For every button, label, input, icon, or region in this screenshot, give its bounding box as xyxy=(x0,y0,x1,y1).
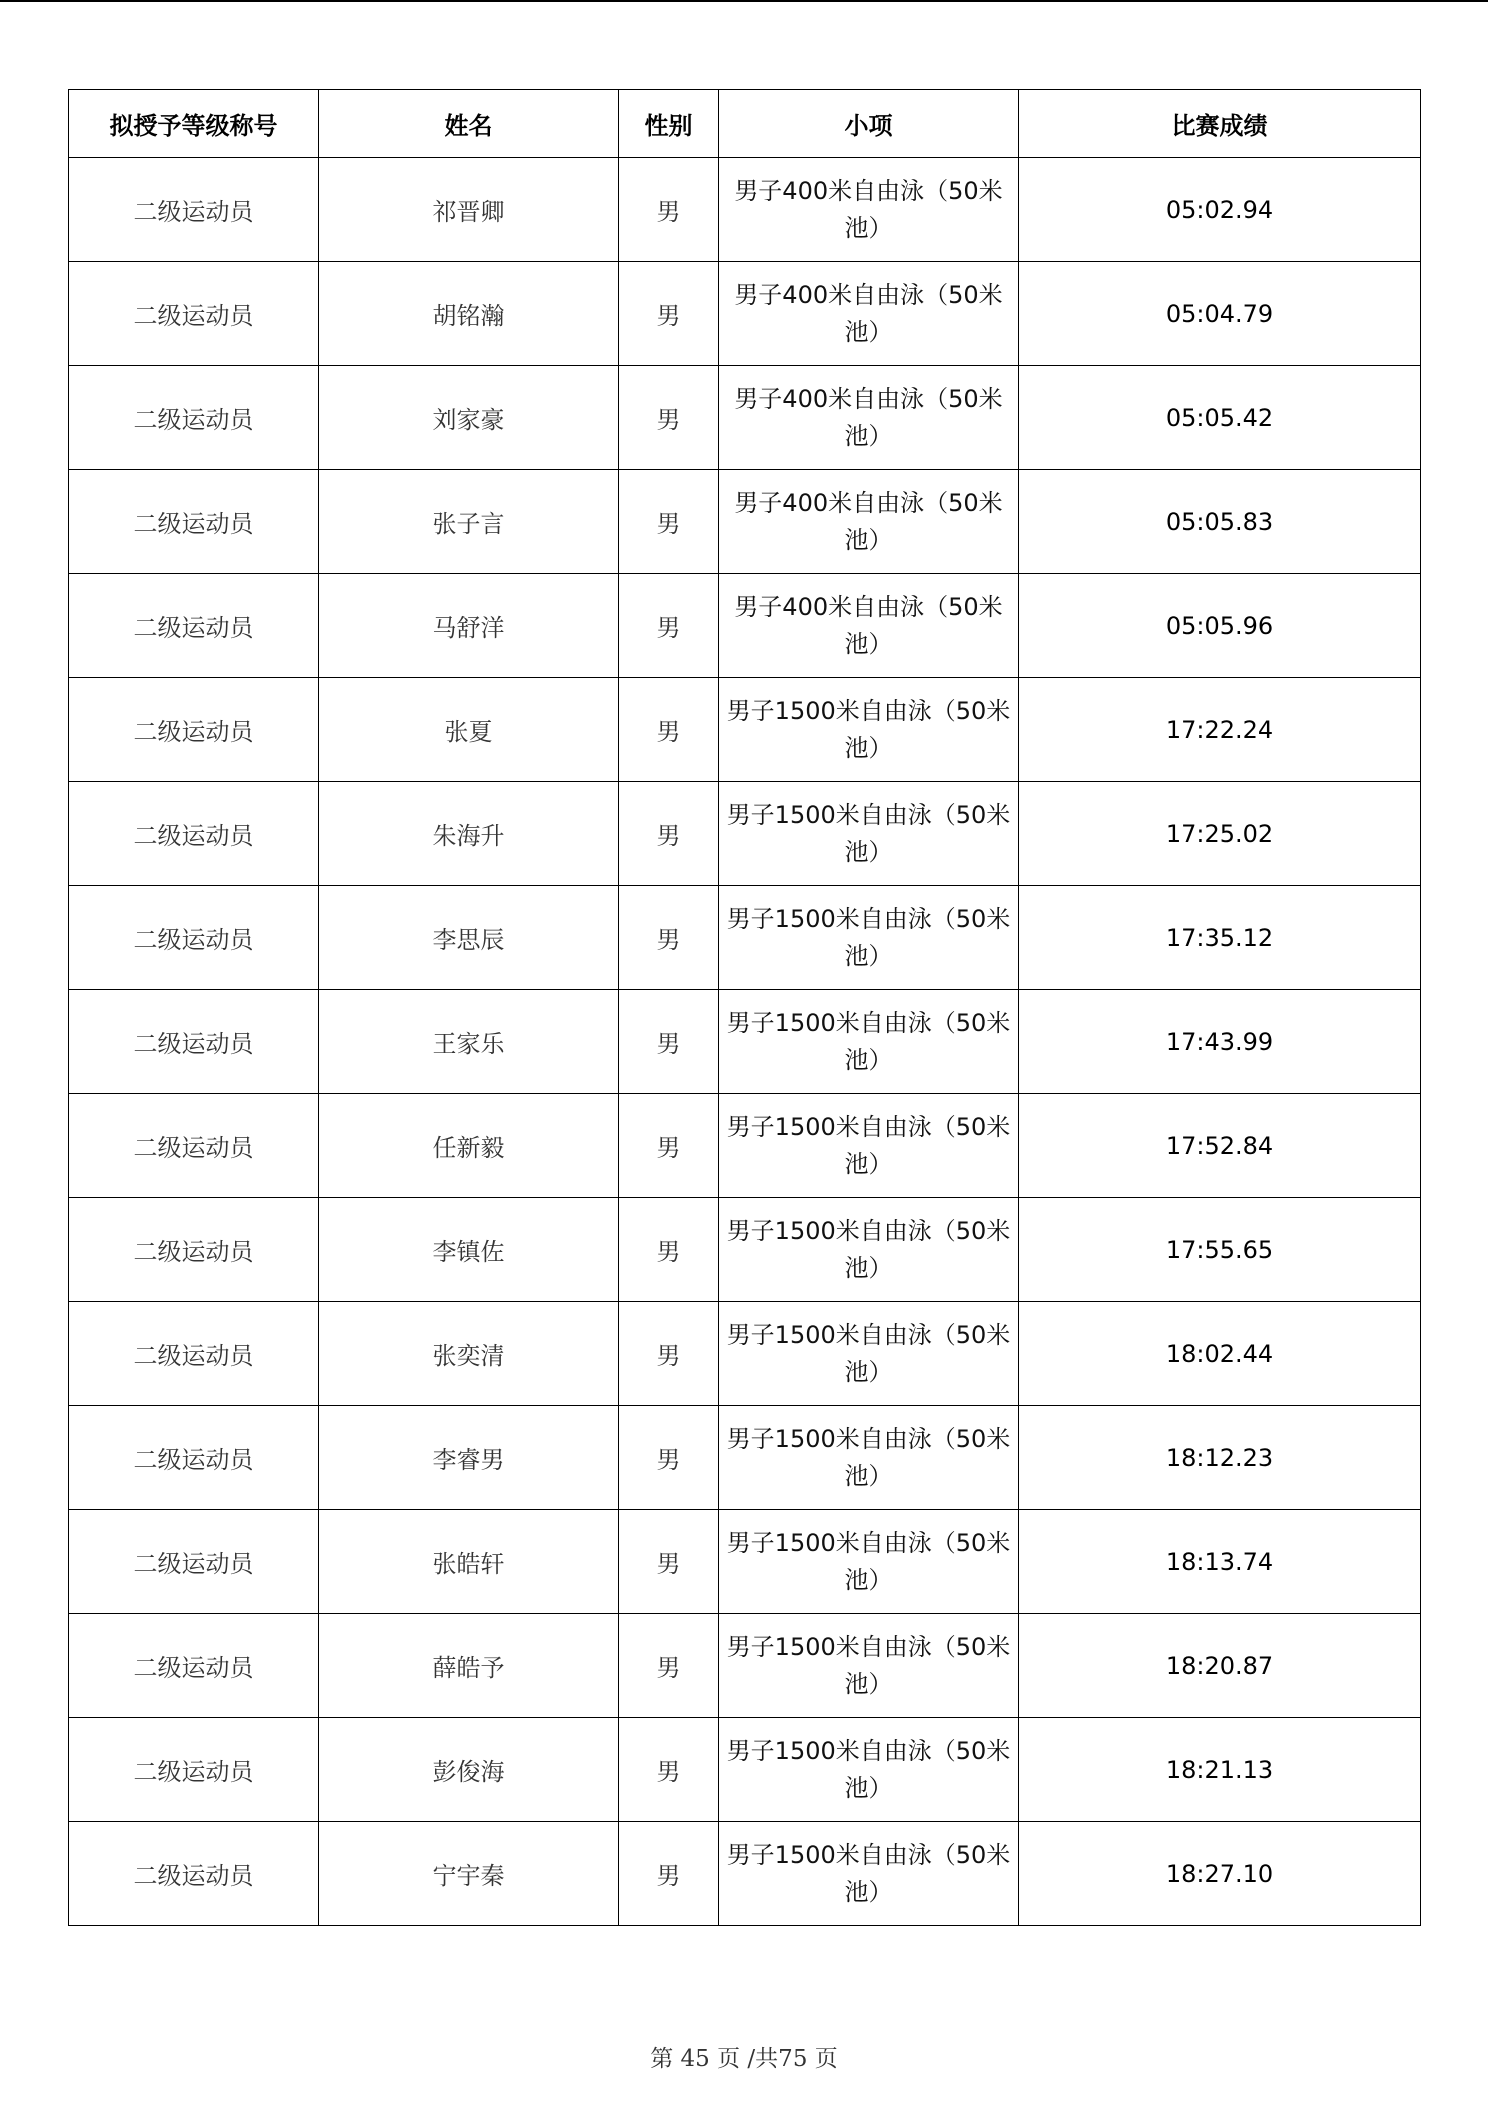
page-number: 第 45 页 /共75 页 xyxy=(650,2046,838,2072)
result-cell: 05:04.79 xyxy=(1019,262,1421,366)
athlete-name-cell: 李思辰 xyxy=(319,886,619,990)
sex-cell: 男 xyxy=(619,990,719,1094)
event-cell: 男子1500米自由泳（50米池） xyxy=(719,1094,1019,1198)
level-cell: 二级运动员 xyxy=(69,470,319,574)
result-cell: 17:35.12 xyxy=(1019,886,1421,990)
table-row xyxy=(69,1614,1421,1718)
header-row xyxy=(69,90,1421,158)
event-cell: 男子1500米自由泳（50米池） xyxy=(719,1822,1019,1926)
sex-cell: 男 xyxy=(619,1302,719,1406)
level-cell: 二级运动员 xyxy=(69,1302,319,1406)
sex-cell: 男 xyxy=(619,782,719,886)
table-row xyxy=(69,1718,1421,1822)
result-cell: 17:22.24 xyxy=(1019,678,1421,782)
sex-cell: 男 xyxy=(619,886,719,990)
athlete-name-cell: 宁宇秦 xyxy=(319,1822,619,1926)
athlete-name-cell: 张子言 xyxy=(319,470,619,574)
table-row xyxy=(69,262,1421,366)
level-cell: 二级运动员 xyxy=(69,1198,319,1302)
event-cell: 男子1500米自由泳（50米池） xyxy=(719,1198,1019,1302)
event-cell: 男子1500米自由泳（50米池） xyxy=(719,990,1019,1094)
event-cell: 男子1500米自由泳（50米池） xyxy=(719,1510,1019,1614)
event-cell: 男子400米自由泳（50米池） xyxy=(719,470,1019,574)
athlete-name-cell: 祁晋卿 xyxy=(319,158,619,262)
level-cell: 二级运动员 xyxy=(69,1718,319,1822)
level-cell: 二级运动员 xyxy=(69,678,319,782)
sex-cell: 男 xyxy=(619,1718,719,1822)
athlete-name-cell: 朱海升 xyxy=(319,782,619,886)
athlete-name-cell: 王家乐 xyxy=(319,990,619,1094)
table-row xyxy=(69,1198,1421,1302)
level-cell: 二级运动员 xyxy=(69,782,319,886)
event-cell: 男子400米自由泳（50米池） xyxy=(719,262,1019,366)
event-cell: 男子1500米自由泳（50米池） xyxy=(719,1302,1019,1406)
result-cell: 18:02.44 xyxy=(1019,1302,1421,1406)
event-cell: 男子1500米自由泳（50米池） xyxy=(719,782,1019,886)
result-cell: 05:02.94 xyxy=(1019,158,1421,262)
result-cell: 17:55.65 xyxy=(1019,1198,1421,1302)
level-cell: 二级运动员 xyxy=(69,886,319,990)
table-row xyxy=(69,1406,1421,1510)
athlete-name-cell: 彭俊海 xyxy=(319,1718,619,1822)
table-row xyxy=(69,1094,1421,1198)
event-cell: 男子400米自由泳（50米池） xyxy=(719,574,1019,678)
result-cell: 18:27.10 xyxy=(1019,1822,1421,1926)
level-cell: 二级运动员 xyxy=(69,990,319,1094)
athlete-name-cell: 李睿男 xyxy=(319,1406,619,1510)
result-cell: 18:12.23 xyxy=(1019,1406,1421,1510)
athlete-name-cell: 李镇佐 xyxy=(319,1198,619,1302)
sex-cell: 男 xyxy=(619,1822,719,1926)
result-cell: 05:05.83 xyxy=(1019,470,1421,574)
sex-cell: 男 xyxy=(619,262,719,366)
level-cell: 二级运动员 xyxy=(69,1094,319,1198)
level-cell: 二级运动员 xyxy=(69,1822,319,1926)
header-event: 小项 xyxy=(719,90,1019,158)
table-row xyxy=(69,366,1421,470)
result-cell: 05:05.42 xyxy=(1019,366,1421,470)
event-cell: 男子1500米自由泳（50米池） xyxy=(719,1406,1019,1510)
event-cell: 男子1500米自由泳（50米池） xyxy=(719,678,1019,782)
header-sex: 性别 xyxy=(619,90,719,158)
athlete-name-cell: 张奕清 xyxy=(319,1302,619,1406)
event-cell: 男子1500米自由泳（50米池） xyxy=(719,1718,1019,1822)
level-cell: 二级运动员 xyxy=(69,1406,319,1510)
event-cell: 男子1500米自由泳（50米池） xyxy=(719,1614,1019,1718)
table-body xyxy=(69,158,1421,1926)
table-row xyxy=(69,574,1421,678)
athlete-grade-table xyxy=(68,89,1421,1926)
result-cell: 17:52.84 xyxy=(1019,1094,1421,1198)
table-row xyxy=(69,990,1421,1094)
header-name: 姓名 xyxy=(319,90,619,158)
table-row xyxy=(69,470,1421,574)
athlete-name-cell: 张皓轩 xyxy=(319,1510,619,1614)
event-cell: 男子400米自由泳（50米池） xyxy=(719,158,1019,262)
sex-cell: 男 xyxy=(619,158,719,262)
result-cell: 05:05.96 xyxy=(1019,574,1421,678)
sex-cell: 男 xyxy=(619,1614,719,1718)
result-cell: 17:43.99 xyxy=(1019,990,1421,1094)
sex-cell: 男 xyxy=(619,1094,719,1198)
level-cell: 二级运动员 xyxy=(69,158,319,262)
sex-cell: 男 xyxy=(619,1198,719,1302)
event-cell: 男子400米自由泳（50米池） xyxy=(719,366,1019,470)
level-cell: 二级运动员 xyxy=(69,262,319,366)
sex-cell: 男 xyxy=(619,1510,719,1614)
result-cell: 18:20.87 xyxy=(1019,1614,1421,1718)
athlete-name-cell: 胡铭瀚 xyxy=(319,262,619,366)
event-cell: 男子1500米自由泳（50米池） xyxy=(719,886,1019,990)
table-row xyxy=(69,1510,1421,1614)
table-header xyxy=(69,90,1421,158)
level-cell: 二级运动员 xyxy=(69,366,319,470)
table-row xyxy=(69,886,1421,990)
sex-cell: 男 xyxy=(619,574,719,678)
table-row xyxy=(69,158,1421,262)
table-row xyxy=(69,1822,1421,1926)
athlete-name-cell: 马舒洋 xyxy=(319,574,619,678)
result-cell: 18:13.74 xyxy=(1019,1510,1421,1614)
page-top-border xyxy=(0,0,1488,2)
table-row xyxy=(69,678,1421,782)
athlete-name-cell: 刘家豪 xyxy=(319,366,619,470)
level-cell: 二级运动员 xyxy=(69,1614,319,1718)
header-result: 比赛成绩 xyxy=(1019,90,1421,158)
table-row xyxy=(69,782,1421,886)
athlete-name-cell: 任新毅 xyxy=(319,1094,619,1198)
sex-cell: 男 xyxy=(619,470,719,574)
level-cell: 二级运动员 xyxy=(69,574,319,678)
sex-cell: 男 xyxy=(619,678,719,782)
header-level: 拟授予等级称号 xyxy=(69,90,319,158)
athlete-name-cell: 薛皓予 xyxy=(319,1614,619,1718)
table-row xyxy=(69,1302,1421,1406)
athlete-name-cell: 张夏 xyxy=(319,678,619,782)
result-cell: 18:21.13 xyxy=(1019,1718,1421,1822)
sex-cell: 男 xyxy=(619,366,719,470)
result-cell: 17:25.02 xyxy=(1019,782,1421,886)
sex-cell: 男 xyxy=(619,1406,719,1510)
level-cell: 二级运动员 xyxy=(69,1510,319,1614)
